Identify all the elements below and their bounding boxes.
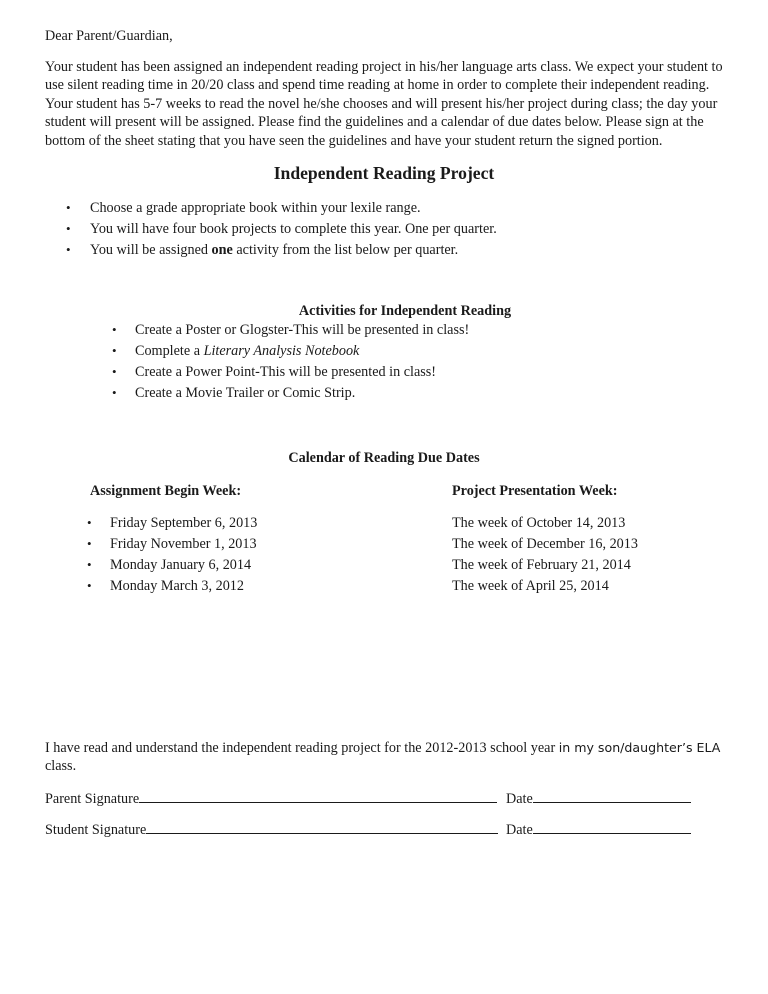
list-item-text-start: Complete a — [135, 343, 204, 359]
begin-dates-list — [0, 514, 257, 598]
list-item — [0, 220, 497, 241]
list-item — [0, 577, 257, 598]
presentation-date: The week of February 21, 2014 — [452, 557, 631, 573]
acknowledgement-text-end: class. — [45, 758, 77, 775]
list-item — [0, 384, 469, 405]
list-item — [452, 535, 638, 556]
student-date-line[interactable] — [533, 819, 691, 834]
bullet-icon: • — [66, 242, 71, 257]
list-item — [452, 577, 638, 598]
project-rules-list — [0, 199, 497, 262]
list-item — [0, 241, 497, 262]
presentation-dates-list — [452, 514, 638, 598]
list-item — [0, 514, 257, 535]
bullet-icon: • — [112, 322, 117, 337]
list-item-text: Create a Movie Trailer or Comic Strip. — [135, 385, 356, 401]
list-item — [452, 556, 638, 577]
date-label: Date — [506, 791, 533, 807]
student-signature-line[interactable] — [146, 819, 498, 834]
list-item-text: Create a Power Point-This will be presented in class! — [135, 364, 437, 380]
student-date-field — [506, 819, 691, 839]
acknowledgement-statement — [45, 739, 725, 776]
list-item-text: Choose a grade appropriate book within your lexile range. — [90, 200, 421, 216]
presentation-date: The week of October 14, 2013 — [452, 515, 626, 531]
list-item — [0, 556, 257, 577]
list-item — [0, 321, 469, 342]
emphasis-one: one — [211, 242, 233, 258]
bullet-icon: • — [66, 200, 71, 215]
bullet-icon: • — [87, 536, 92, 551]
bullet-icon: • — [87, 515, 92, 530]
parent-date-line[interactable] — [533, 788, 691, 803]
bullet-icon: • — [87, 557, 92, 572]
bullet-icon: • — [112, 385, 117, 400]
acknowledgement-text-middle: in my son/daughter’s ELA — [558, 740, 721, 755]
notebook-title: Literary Analysis Notebook — [203, 343, 360, 359]
activities-heading: Activities for Independent Reading — [298, 303, 512, 319]
begin-date: Friday September 6, 2013 — [110, 515, 258, 531]
bullet-icon: • — [87, 578, 92, 593]
list-item — [0, 363, 469, 384]
list-item — [0, 342, 469, 363]
greeting: Dear Parent/Guardian, — [45, 28, 173, 44]
page-title: Independent Reading Project — [273, 163, 495, 183]
student-signature-row — [45, 819, 533, 839]
presentation-date: The week of December 16, 2013 — [452, 536, 638, 552]
student-signature-label: Student Signature — [45, 822, 147, 838]
activities-list — [0, 321, 469, 405]
presentation-week-header: Project Presentation Week: — [452, 483, 618, 499]
bullet-icon: • — [112, 343, 117, 358]
begin-date: Monday March 3, 2012 — [110, 578, 244, 594]
begin-week-header: Assignment Begin Week: — [90, 483, 242, 499]
list-item-text: Create a Poster or Glogster-This will be presented in class! — [135, 322, 470, 338]
parent-signature-line[interactable] — [139, 788, 497, 803]
begin-date: Monday January 6, 2014 — [110, 557, 252, 573]
date-label: Date — [506, 822, 533, 838]
parent-date-field — [506, 788, 691, 808]
list-item-text-start: You will be assigned — [90, 242, 212, 258]
list-item — [0, 535, 257, 556]
list-item-text-end: activity from the list below per quarter. — [232, 242, 459, 258]
bullet-icon: • — [112, 364, 117, 379]
intro-text: Your student has been assigned an independent reading project in his/her language arts class. We expect your student to use silent reading time in 20/20 class and spend time reading at home in order to complete their independent reading. Your student has 5-7 weeks to read the novel he/she chooses and will present his/her project during class; the day your student will present will be assigned. Please find the guidelines and a calendar of due dates below. Please sign at the bottom of the sheet stating that you have seen the guidelines and have your student return the signed portion. — [45, 59, 723, 149]
list-item — [0, 199, 497, 220]
presentation-date: The week of April 25, 2014 — [452, 578, 609, 594]
parent-signature-label: Parent Signature — [45, 791, 140, 807]
list-item — [452, 514, 638, 535]
parent-signature-row — [45, 788, 533, 808]
acknowledgement-text-start: I have read and understand the independent reading project for the 2012-2013 school year — [45, 740, 559, 756]
bullet-icon: • — [66, 221, 71, 236]
calendar-heading: Calendar of Reading Due Dates — [288, 450, 480, 466]
intro-paragraph — [45, 58, 725, 150]
list-item-text: You will have four book projects to complete this year. One per quarter. — [90, 221, 497, 237]
begin-date: Friday November 1, 2013 — [110, 536, 257, 552]
